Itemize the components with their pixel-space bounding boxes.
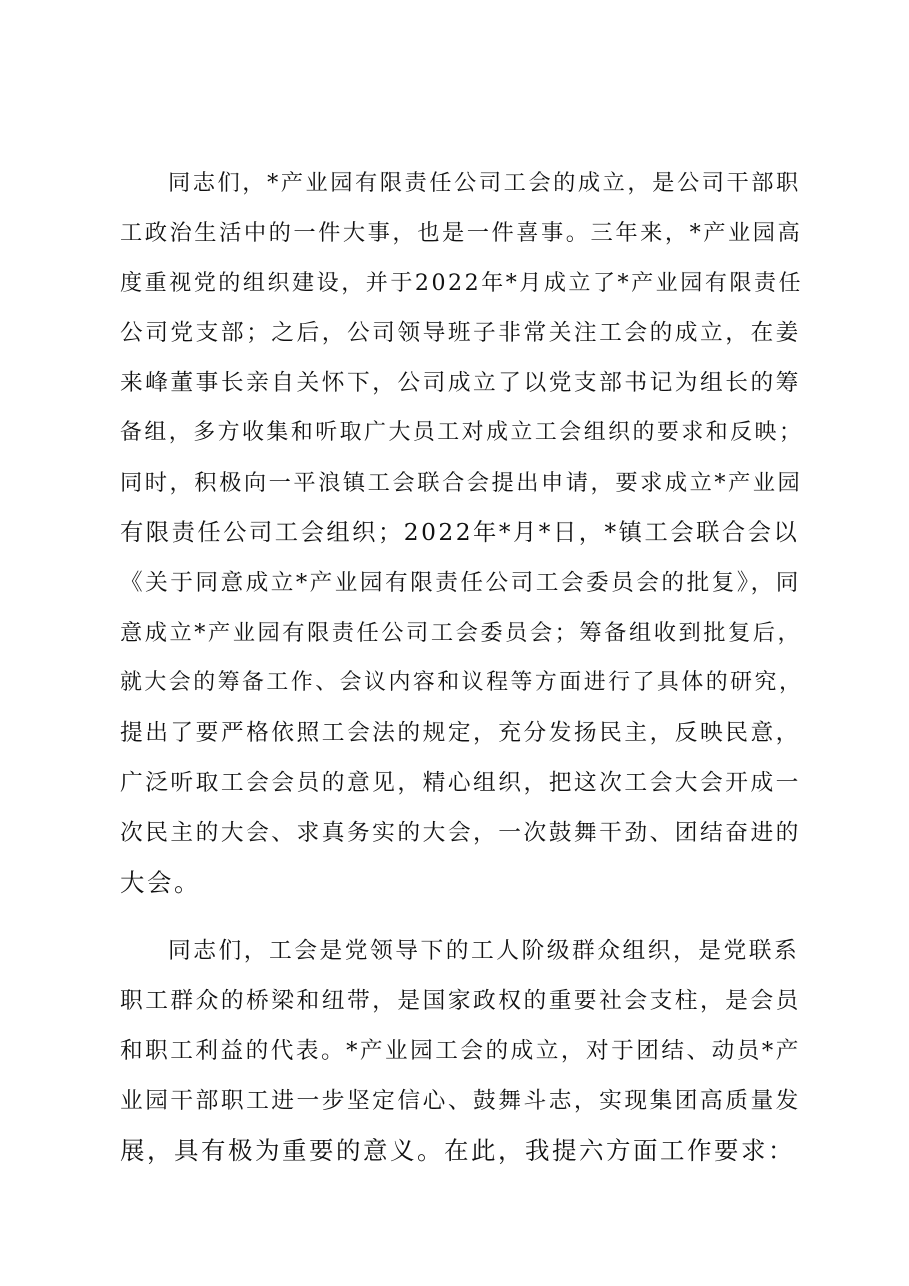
paragraph-1-line-6: 备组，多方收集和听取广大员工对成立工会组织的要求和反映； [120, 420, 804, 445]
paragraph-1-line-13: 广泛听取工会会员的意见，精心组织，把这次工会大会开成一 [120, 770, 801, 796]
paragraph-2-line-5: 展，具有极为重要的意义。在此，我提六方面工作要求： [120, 1136, 795, 1165]
paragraph-2-line-1: 同志们，工会是党领导下的工人阶级群众组织，是党联系 [168, 938, 800, 964]
paragraph-1-line-15: 大会。 [120, 868, 201, 897]
paragraph-2-line-4: 业园干部职工进一步坚定信心、鼓舞斗志，实现集团高质量发 [120, 1088, 801, 1114]
paragraph-1-line-12: 提出了要严格依照工会法的规定，充分发扬民主，反映民意， [120, 720, 801, 746]
paragraph-1-line-2: 工政治生活中的一件大事，也是一件喜事。三年来，*产业园高 [120, 220, 803, 246]
paragraph-2-line-3: 和职工利益的代表。*产业园工会的成立，对于团结、动员*产 [120, 1038, 801, 1064]
paragraph-1-line-3: 度重视党的组织建设，并于2022年*月成立了*产业园有限责任 [120, 270, 804, 296]
paragraph-1-line-5: 来峰董事长亲自关怀下，公司成立了以党支部书记为组长的筹 [120, 370, 801, 396]
paragraph-1-line-4: 公司党支部；之后，公司领导班子非常关注工会的成立，在姜 [120, 320, 801, 346]
paragraph-1-line-7: 同时，积极向一平浪镇工会联合会提出申请，要求成立*产业园 [120, 470, 803, 496]
paragraph-1-line-9: 《关于同意成立*产业园有限责任公司工会委员会的批复》，同 [120, 570, 801, 596]
paragraph-2-line-2: 职工群众的桥梁和纽带，是国家政权的重要社会支柱，是会员 [120, 988, 801, 1014]
paragraph-1-line-14: 次民主的大会、求真务实的大会，一次鼓舞干劲、团结奋进的 [120, 820, 801, 846]
paragraph-1-line-10: 意成立*产业园有限责任公司工会委员会；筹备组收到批复后， [120, 620, 803, 646]
paragraph-1-line-11: 就大会的筹备工作、会议内容和议程等方面进行了具体的研究， [120, 670, 804, 695]
paragraph-1-line-8: 有限责任公司工会组织；2022年*月*日，*镇工会联合会以 [120, 519, 800, 546]
paragraph-1-line-1: 同志们，*产业园有限责任公司工会的成立，是公司干部职 [168, 170, 801, 196]
